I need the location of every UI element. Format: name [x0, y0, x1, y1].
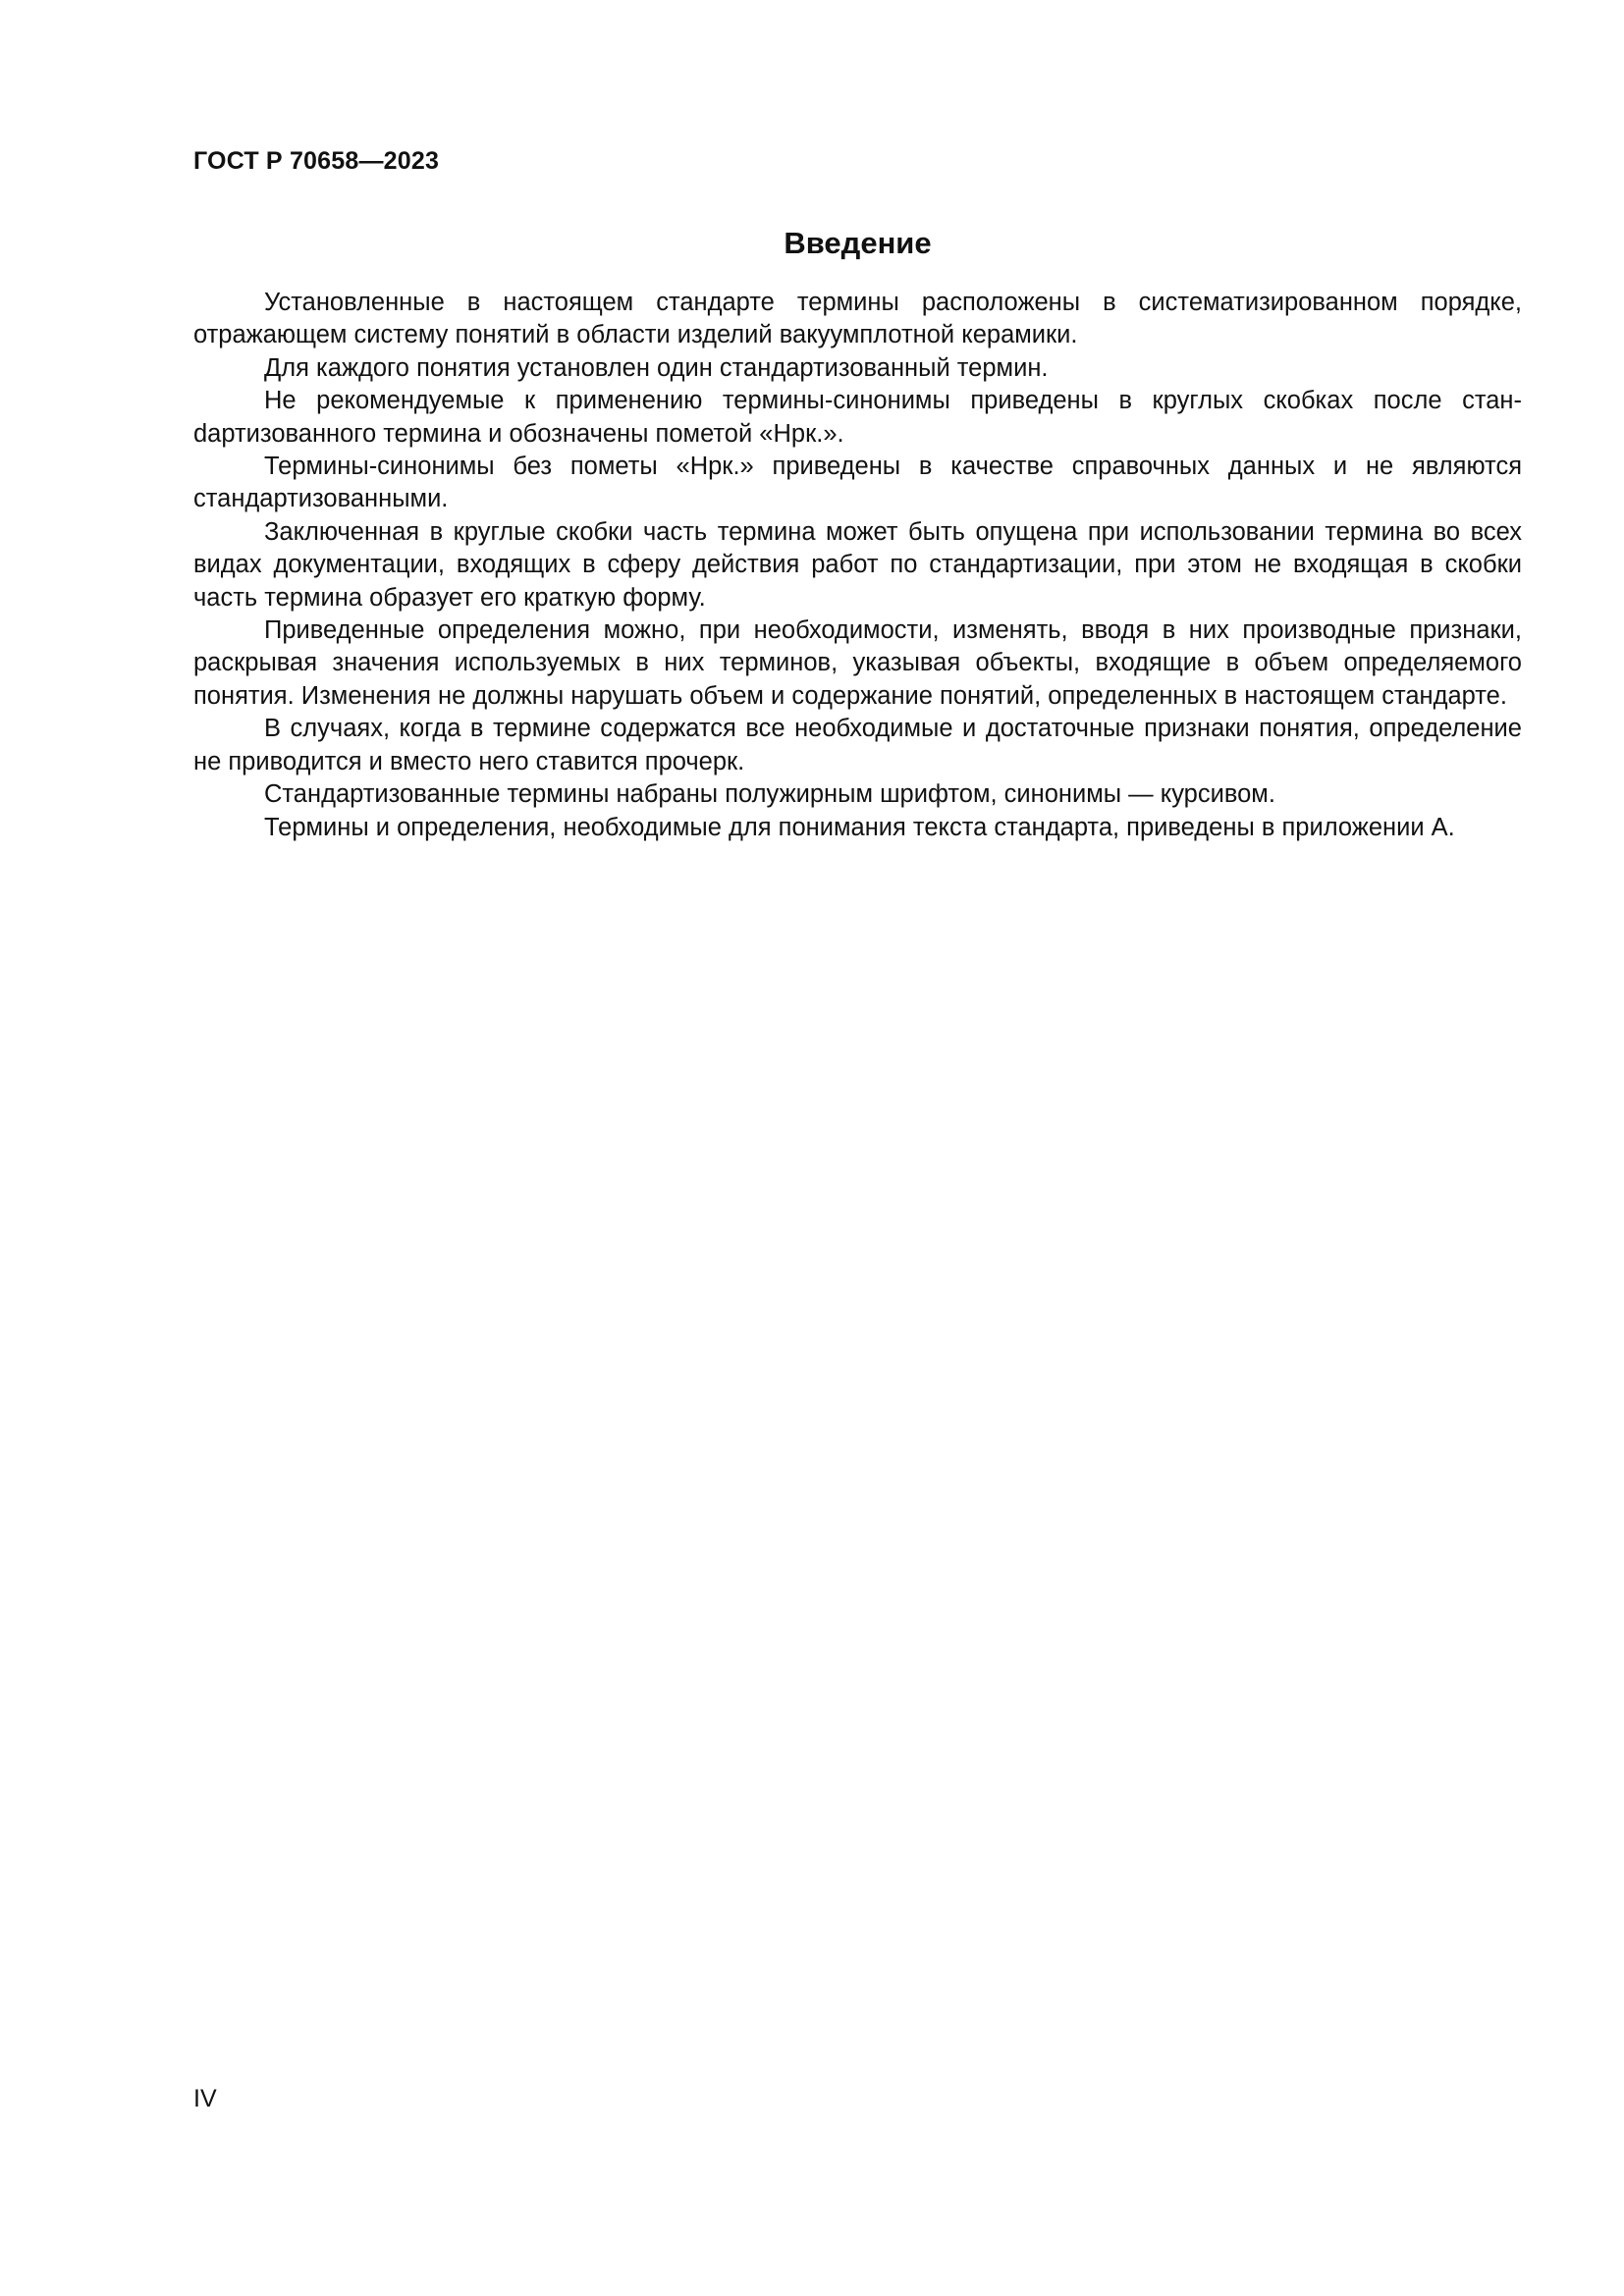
- paragraph: Термины-синонимы без пометы «Нрк.» приведены в качестве справочных данных и не являются стандартизованными.: [193, 453, 1522, 513]
- section-title: Введение: [784, 226, 932, 260]
- paragraph: Установленные в настоящем стандарте термины расположены в систематизированном порядке, отражающем систему понятий в области изделий вакуумплотной керамики.: [193, 289, 1522, 349]
- page-number: IV: [193, 2085, 217, 2112]
- body-text: [193, 287, 1522, 844]
- paragraph: Термины и определения, необходимые для понимания текста стандарта, приведены в приложении А.: [264, 813, 1455, 841]
- paragraph: В случаях, когда в термине содержатся все необходимые и достаточные признаки понятия, определение не приводится и вместо него ставится прочерк.: [193, 715, 1522, 775]
- paragraph: Для каждого понятия установлен один стандартизованный термин.: [264, 353, 1049, 382]
- paragraph: Приведенные определения можно, при необходимости, изменять, вводя в них производные признаки, раскрывая значения используемых в них терминов, указывая объекты, входящие в объем определяемого понятия. Изменения не должны нарушать объем и содержание понятий, определенных в настоящем стандарте.: [193, 616, 1522, 710]
- paragraph: Не рекомендуемые к применению термины-синонимы приведены в круглых скобках после станdартизованного термина и обозначены пометой «Нрк.».: [193, 387, 1522, 448]
- paragraph: Стандартизованные термины набраны полужирным шрифтом, синонимы — курсивом.: [264, 780, 1275, 809]
- paragraph: Заключенная в круглые скобки часть термина может быть опущена при использовании термина во всех видах документации, входящих в сферу действия работ по стандартизации, при этом не входящая в скобки часть термина образует его краткую форму.: [193, 517, 1522, 612]
- standard-id: ГОСТ Р 70658—2023: [193, 147, 440, 175]
